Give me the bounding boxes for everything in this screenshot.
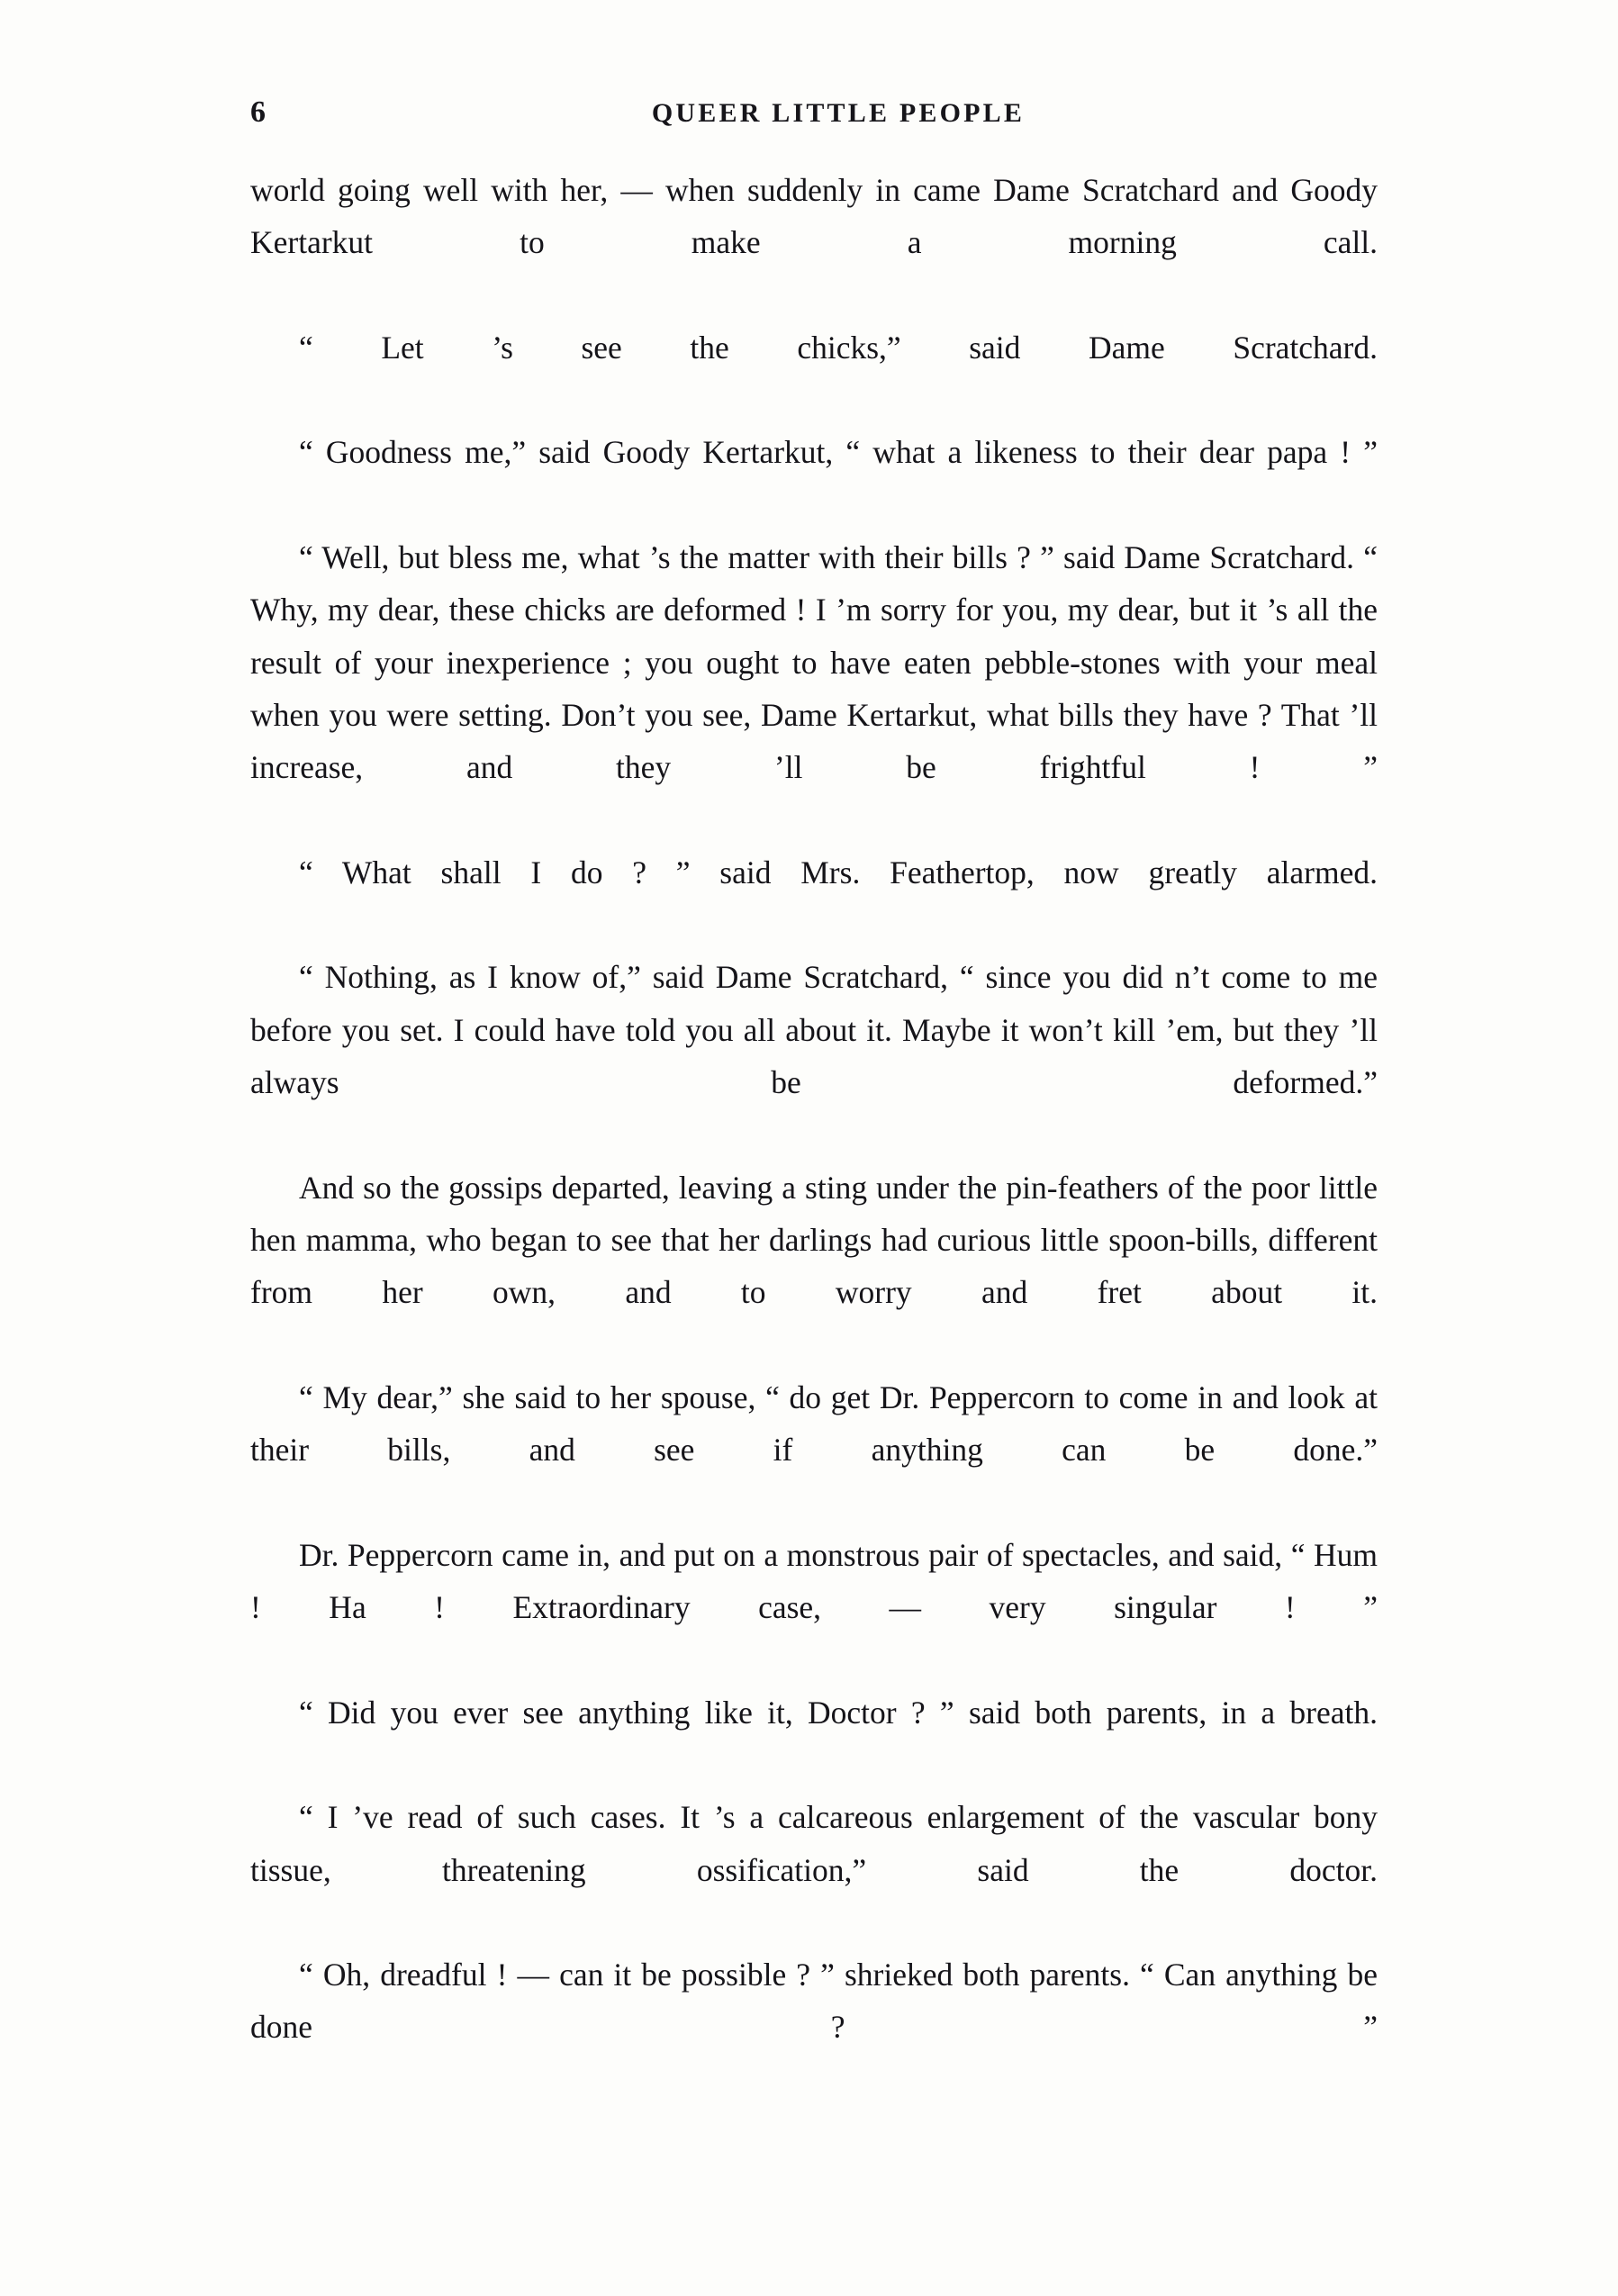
body-text-block — [250, 164, 1378, 2106]
page-header — [250, 97, 1376, 140]
paragraph: “ Did you ever see anything like it, Doctor ? ” said both parents, in a breath. — [299, 1694, 1378, 1731]
paragraph: “ I ’ve read of such cases. It ’s a calcareous enlargement of the vascular bony tissue, threatening ossification,” said the doctor. — [250, 1799, 1378, 1888]
paragraph: world going well with her, — when suddenly in came Dame Scratchard and Goody Kertarkut to make a morning call. — [250, 172, 1378, 261]
paragraph: “ Goodness me,” said Goody Kertarkut, “ what a likeness to their dear papa ! ” — [299, 434, 1378, 471]
paragraph: “ Let ’s see the chicks,” said Dame Scratchard. — [299, 329, 1378, 366]
running-head: QUEER LITTLE PEOPLE — [651, 98, 1026, 128]
paragraph: Dr. Peppercorn came in, and put on a monstrous pair of spectacles, and said, “ Hum ! Ha ! Extraordinary case, — very singular ! ” — [250, 1536, 1378, 1626]
page-number: 6 — [250, 95, 266, 129]
paragraph: “ My dear,” she said to her spouse, “ do get Dr. Peppercorn to come in and look at their bills, and see if anything can be done.” — [250, 1379, 1378, 1469]
paragraph: “ Oh, dreadful ! — can it be possible ? ” shrieked both parents. “ Can anything be done ? ” — [250, 1957, 1378, 2046]
paragraph: And so the gossips departed, leaving a sting under the pin-feathers of the poor little hen mamma, who began to see that her darlings had curious little spoon-bills, different from her own, and to worry and fret about it. — [250, 1169, 1378, 1311]
paragraph: “ Nothing, as I know of,” said Dame Scratchard, “ since you did n’t come to me before you set. I could have told you all about it. Maybe it won’t kill ’em, but they ’ll always be deformed.” — [250, 959, 1378, 1101]
paragraph: “ What shall I do ? ” said Mrs. Feathertop, now greatly alarmed. — [299, 854, 1378, 890]
paragraph: “ Well, but bless me, what ’s the matter with their bills ? ” said Dame Scratchard. “ Why, my dear, these chicks are deformed ! I ’m sorry for you, my dear, but it ’s all the result of your inexperience ; you ought to have eaten pebble-stones with your meal when you were setting. Don’t you see, Dame Kertarkut, what bills they have ? That ’ll increase, and they ’ll be frightful ! ” — [250, 539, 1378, 786]
